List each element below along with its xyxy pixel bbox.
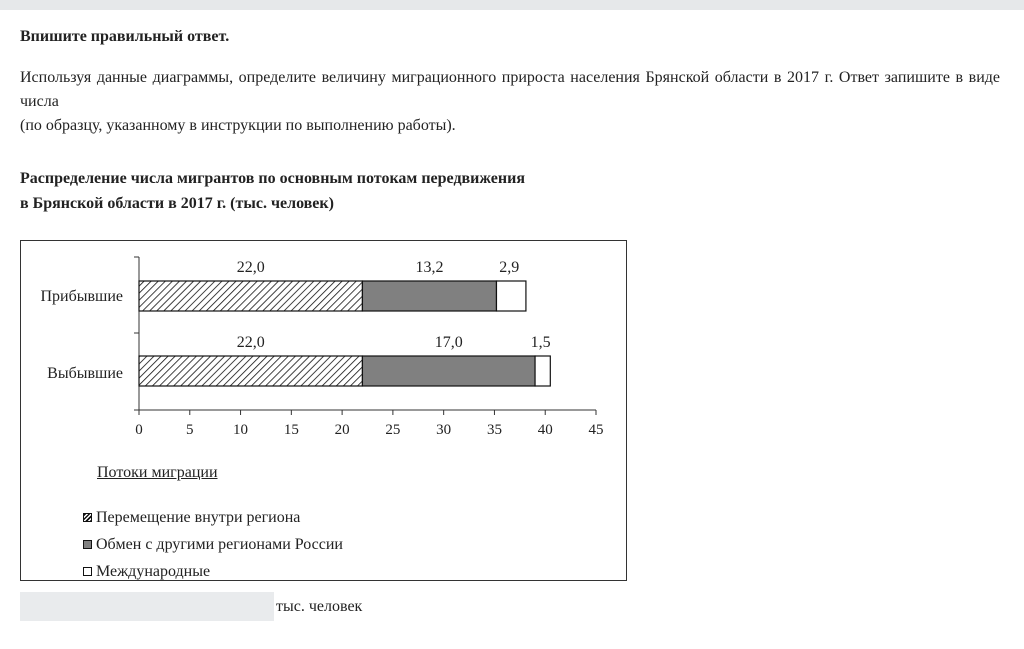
data-label-1-2: 1,5	[530, 334, 551, 351]
chart-legend	[83, 504, 343, 585]
x-tick-label-15: 15	[283, 422, 299, 438]
chart-title-line-1: Распределение числа мигрантов по основным потокам передвижения	[20, 170, 525, 187]
legend-item-international	[83, 558, 343, 585]
data-label-1-1: 17,0	[434, 334, 463, 351]
data-label-0-2: 2,9	[499, 259, 520, 276]
legend-swatch-hatched	[83, 513, 92, 522]
x-tick-label-30: 30	[436, 422, 452, 438]
chart-container	[20, 240, 627, 581]
legend-label-internal: Перемещение внутри региона	[96, 509, 301, 526]
chart-title-line-2: в Брянской области в 2017 г. (тыс. человек)	[20, 195, 334, 212]
x-tick-label-25: 25	[385, 422, 401, 438]
legend-label-regions: Обмен с другими регионами России	[96, 536, 343, 553]
legend-label-international: Международные	[96, 563, 211, 580]
top-bar	[0, 0, 1024, 10]
x-tick-label-35: 35	[486, 422, 502, 438]
category-label-1: Выбывшие	[47, 365, 123, 382]
legend-title: Потоки миграции	[97, 464, 218, 481]
x-tick-label-10: 10	[233, 422, 249, 438]
bar-segment-0-2	[496, 281, 525, 311]
x-tick-label-5: 5	[186, 422, 194, 438]
bar-segment-1-2	[535, 356, 550, 386]
bar-segment-0-0	[139, 281, 362, 311]
question-line-2: (по образцу, указанному в инструкции по выполнению работы).	[20, 117, 456, 134]
answer-unit-label: тыс. человек	[276, 598, 363, 615]
legend-swatch-white	[83, 567, 92, 576]
data-label-0-1: 13,2	[415, 259, 444, 276]
bar-segment-0-1	[362, 281, 496, 311]
x-tick-label-45: 45	[588, 422, 604, 438]
x-tick-label-0: 0	[135, 422, 143, 438]
chart-title	[20, 166, 525, 216]
data-label-0-0: 22,0	[236, 259, 265, 276]
question-text	[20, 66, 1000, 138]
answer-input[interactable]	[20, 592, 274, 621]
question-line-1: Используя данные диаграммы, определите величину миграционного прироста населения Брянской области в 2017 г. Ответ запишите в виде числа	[20, 69, 1000, 110]
bar-segment-1-0	[139, 356, 362, 386]
x-tick-label-40: 40	[537, 422, 553, 438]
x-tick-label-20: 20	[334, 422, 350, 438]
legend-item-regions	[83, 531, 343, 558]
legend-swatch-gray	[83, 540, 92, 549]
category-label-0: Прибывшие	[40, 288, 123, 305]
bar-segment-1-1	[362, 356, 535, 386]
legend-item-internal	[83, 504, 343, 531]
task-instruction: Впишите правильный ответ.	[20, 28, 230, 45]
data-label-1-0: 22,0	[236, 334, 265, 351]
